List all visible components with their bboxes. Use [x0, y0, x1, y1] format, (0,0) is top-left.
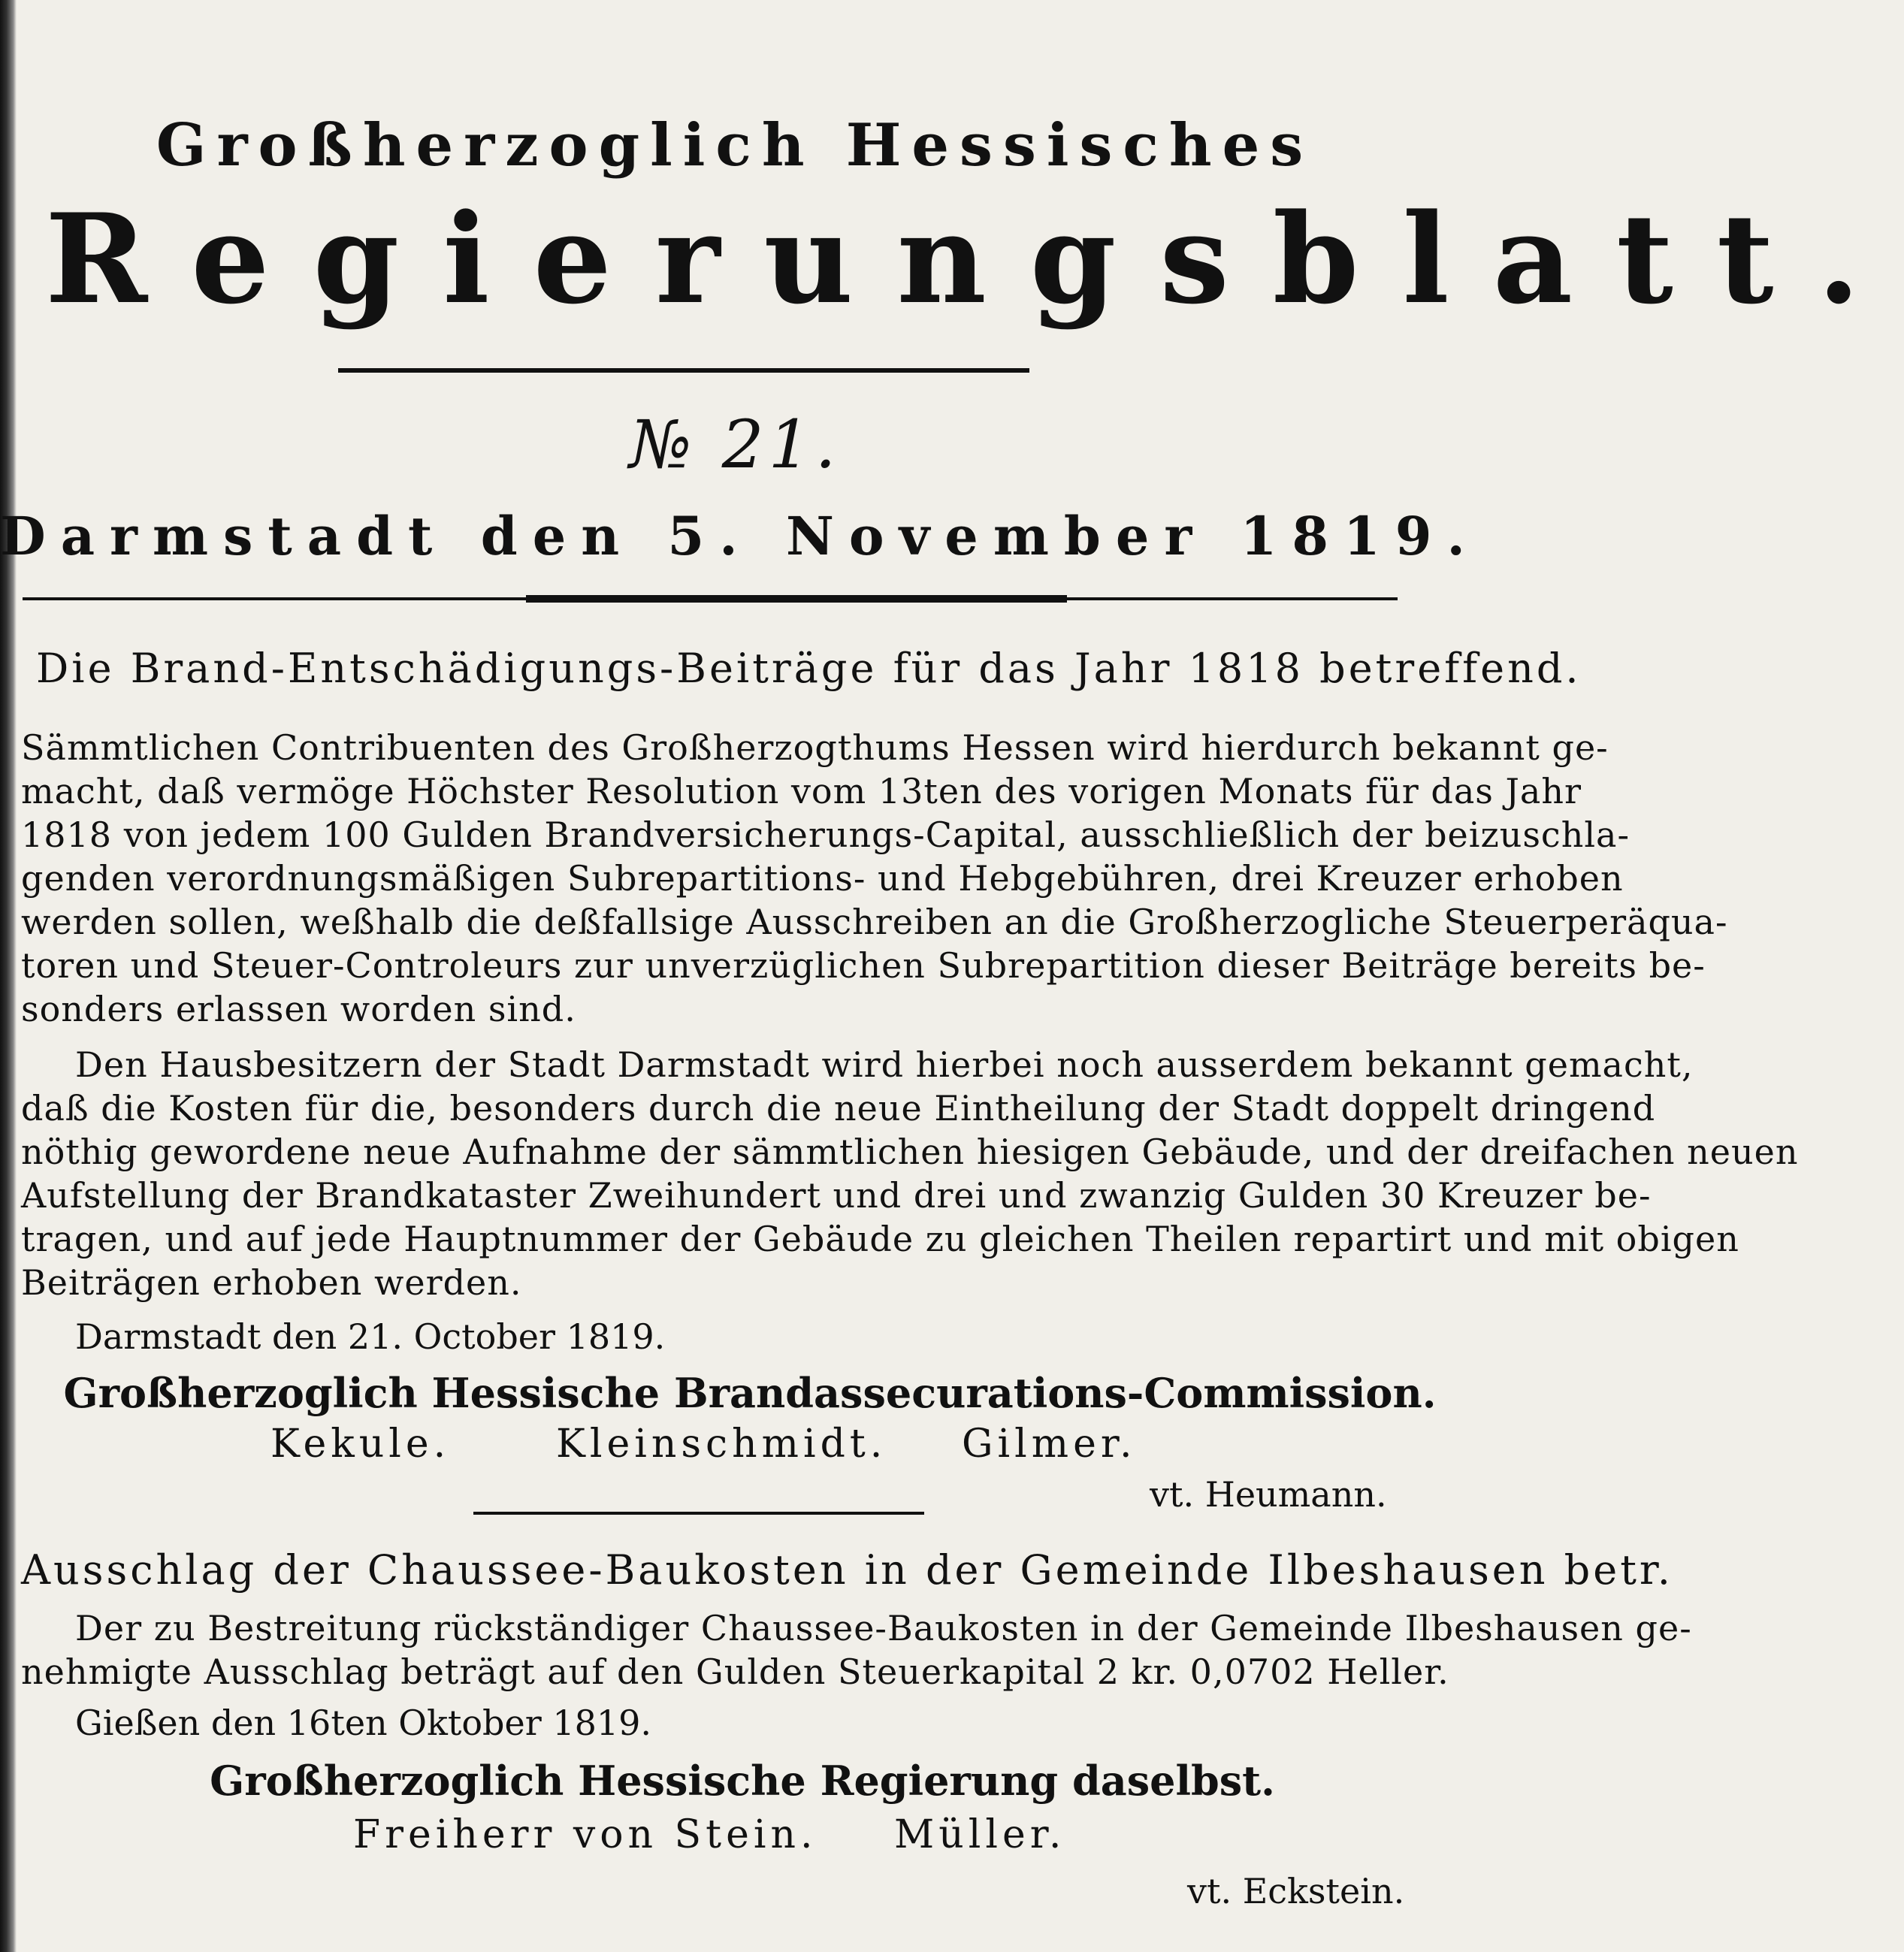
- section2-place-date: Gießen den 16ten Oktober 1819.: [75, 1703, 652, 1743]
- masthead-title: Regierungsblatt.: [45, 186, 1904, 331]
- section1-line: 1818 von jedem 100 Gulden Brandversicherungs-Capital, ausschließlich der beizuschla-: [21, 814, 1630, 855]
- section1-signature: Kleinschmidt.: [556, 1422, 887, 1467]
- section1-line: tragen, und auf jede Hauptnummer der Gebäude zu gleichen Theilen repartirt und mit obigen: [21, 1219, 1739, 1259]
- section2-countersign: vt. Eckstein.: [1187, 1871, 1405, 1911]
- issue-dateline: Darmstadt den 5. November 1819.: [0, 505, 1480, 567]
- section1-line: Beiträgen erhoben werden.: [21, 1262, 522, 1303]
- section1-line: Aufstellung der Brandkataster Zweihundert und drei und zwanzig Gulden 30 Kreuzer be-: [21, 1175, 1652, 1216]
- section1-signature: Gilmer.: [962, 1422, 1137, 1467]
- section2-line: Der zu Bestreitung rückständiger Chaussee-Baukosten in der Gemeinde Ilbeshausen ge-: [75, 1608, 1692, 1648]
- section1-line: genden verordnungsmäßigen Subrepartitions- und Hebgebühren, drei Kreuzer erhoben: [21, 858, 1624, 899]
- section2-signature: Freiherr von Stein.: [353, 1812, 818, 1857]
- section2-title: Ausschlag der Chaussee-Baukosten in der Gemeinde Ilbeshausen betr.: [21, 1546, 1673, 1594]
- section1-countersign: vt. Heumann.: [1150, 1474, 1387, 1515]
- section2-signature: Müller.: [894, 1812, 1066, 1857]
- issue-number: № 21.: [629, 406, 841, 483]
- section1-line: daß die Kosten für die, besonders durch die neue Eintheilung der Stadt doppelt dringend: [21, 1088, 1656, 1129]
- section2-line: nehmigte Ausschlag beträgt auf den Gulden Steuerkapital 2 kr. 0,0702 Heller.: [21, 1651, 1449, 1692]
- section2-authority: Großherzoglich Hessische Regierung daselbst.: [210, 1757, 1275, 1805]
- section1-line: werden sollen, weßhalb die deßfallsige Ausschreiben an die Großherzogliche Steuerperäqua-: [21, 902, 1728, 942]
- section1-line: macht, daß vermöge Höchster Resolution vom 13ten des vorigen Monats für das Jahr: [21, 771, 1582, 811]
- section-divider: [473, 1512, 924, 1515]
- section1-authority: Großherzoglich Hessische Brandassecurations-Commission.: [63, 1369, 1437, 1417]
- section1-line: toren und Steuer-Controleurs zur unverzüglichen Subrepartition dieser Beiträge bereits be-: [21, 945, 1706, 986]
- masthead-pre-title: Großherzoglich Hessisches: [156, 111, 1314, 180]
- masthead-rule: [338, 368, 1029, 373]
- section1-line: Den Hausbesitzern der Stadt Darmstadt wird hierbei noch ausserdem bekannt gemacht,: [75, 1044, 1694, 1085]
- section1-line: nöthig gewordene neue Aufnahme der sämmtlichen hiesigen Gebäude, und der dreifachen neuen: [21, 1132, 1799, 1172]
- section1-line: sonders erlassen worden sind.: [21, 989, 576, 1029]
- section1-place-date: Darmstadt den 21. October 1819.: [75, 1316, 666, 1357]
- dateline-rule-thick: [526, 595, 1067, 603]
- section1-line: Sämmtlichen Contribuenten des Großherzogthums Hessen wird hierdurch bekannt ge-: [21, 727, 1609, 768]
- section1-signature: Kekule.: [270, 1422, 451, 1467]
- section1-title: Die Brand-Entschädigungs-Beiträge für das Jahr 1818 betreffend.: [36, 645, 1582, 692]
